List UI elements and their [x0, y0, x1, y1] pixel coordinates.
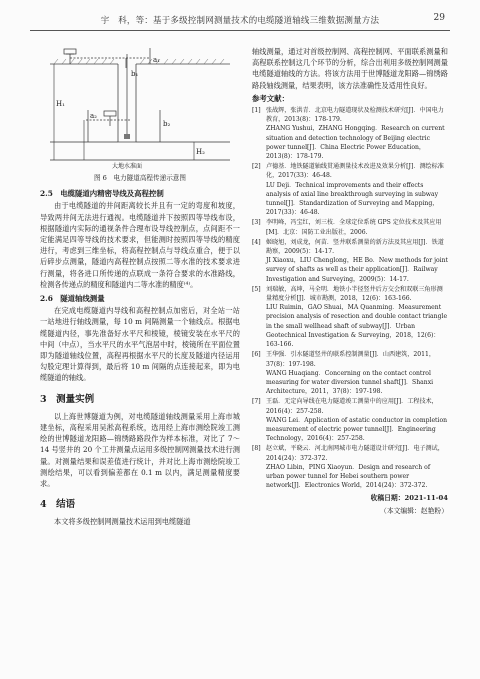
heading-2-5: 2.5 电缆隧道内精密导线及高程控制 [40, 189, 164, 199]
received-date: 收稿日期：2021-11-04 [370, 494, 448, 503]
figure-6 [40, 46, 240, 171]
reference-item [252, 218, 448, 236]
reference-item [252, 285, 448, 349]
reference-number: [7] [252, 398, 261, 406]
left-column [40, 46, 240, 528]
label-h2: H₂ [196, 148, 205, 156]
right-column [252, 46, 448, 517]
conclusion-continued: 轴线测量，通过对首级控制网、高程控制网、平面联系测量和高程联系控制这几个环节的分析，综合出利用多级控制网测量电缆隧道轴线的方法。将该方法用于世博隧道龙阳路—锦绣路路段轴线测量，结果表明，该方法准确性及适用性良好。 [252, 47, 448, 90]
editor-note: （本文编辑：赵艳粉） [380, 506, 448, 515]
reference-number: [3] [252, 219, 261, 227]
reference-text-cn: 刘瑞敏，高坤，马全明．地铁小半径竖井后方交会和双联三角形测量精度分析[J]．城市勘测，2018，12(6)：163-166. [266, 285, 443, 303]
heading-4: 4 结语 [40, 499, 76, 511]
reference-text-cn: 王磊．无定向导线在电力隧道竣工测量中的应用[J]．工程技术，2016(4)：257-258. [266, 398, 438, 415]
reference-number: [8] [252, 445, 261, 453]
reference-text-cn: 张战辉，张洪青．北京电力隧道现状及检测技术研究[J]．中国电力教育，2013(8)：178-179. [266, 107, 444, 124]
paragraph-4: 本文将多级控制网测量技术运用到电缆隧道 [54, 517, 191, 527]
reference-text-en: ZHANG Yushui，ZHANG Hongqing．Research on current situation and detection technology of Beijing electric power tunnel[J]．China Electric Power Education，2013(8)：178-179. [266, 125, 445, 161]
reference-item [252, 106, 448, 161]
reference-list [252, 106, 448, 490]
reference-text-en: WANG Lei．Application of astatic conductor in completion measurement of electric power tunnel[J]．Engineering Technology，2016(4)：257-258. [266, 416, 448, 443]
reference-text-en: JI Xiaoxu，LIU Chenglong，HE Bo．New methods for joint survey of shafts as well as their application[J]．Railway Investigation and Surveying，2009(5)：14-17. [266, 257, 448, 283]
running-title: 宇 科，等：基于多级控制网测量技术的电缆隧道轴线三维数据测量方法 [100, 16, 380, 26]
reference-item [252, 238, 448, 284]
reference-text-en: LU Deji．Technical improvements and their effects analysis of axial line breakthrough surveying in subway tunnel[J]．Standardization of Surveying and Mapping，2017(33)：46-48. [266, 181, 439, 217]
label-a1: a₁ [153, 56, 160, 64]
references-heading: 参考文献： [252, 93, 289, 103]
reference-text-en: WANG Huaqiang．Concerning on the contact control measuring for water diversion tunnel shaft[J]．Shanxi Architecture，2011，37(8)：197-198. [266, 369, 434, 396]
reference-number: [2] [252, 163, 261, 171]
reference-text-en: LIU Ruimin，GAO Shuai，MA Quanming．Measurement precision analysis of resection and double contact triangle in the small wellhead shaft of subway[J]．Urban Geotechnical Investigation & Surveying，2018，12(6)：163-166. [266, 304, 448, 349]
reference-text-en: ZHAO Libin，PING Xiaoyun．Design and research of urban power tunnel for Hebei southern power network[J]．Electronics World，2014(24)：372-372. [266, 463, 431, 490]
reference-number: [4] [252, 238, 261, 246]
label-b2: b₂ [163, 120, 171, 128]
reference-text-cn: 李明峰，冯宝红，刘三枝．全球定位系统 GPS 定位技术及其应用[M]．北京：国防工业出版社，2006. [266, 219, 442, 236]
elevation-transfer-diagram [40, 46, 240, 171]
reference-item [252, 350, 448, 396]
header-rule [30, 30, 450, 31]
label-h1: H₁ [56, 100, 65, 108]
reference-text-cn: 姬晓旭，刘成龙，何苗．竖井联系测量的新方法及其应用[J]．铁道勘察，2009(5)：14-17. [266, 238, 444, 256]
page-header [0, 0, 480, 40]
reference-number: [6] [252, 351, 261, 359]
label-b1: b₁ [131, 70, 139, 78]
reference-text-cn: 王华强．引水隧道竖井的联系控制测量[J]．山西建筑，2011，37(8)：197-198. [266, 351, 435, 368]
paragraph-2-5: 由于电缆隧道的井间距离较长并且有一定的弯度和坡度，导致两井间无法进行通视。电缆隧道并下按照四等导线布设，根据隧道内实际的通视条件合理布设导线控制点，点间距不一定能满足四等导线的技术要求，但能测时按照四等导线的精度进行，考虑到三维坐标，将高程控制点与导线点重合，便于以后碎步点测量，隧道内高程控制点按照二等水准的技术要求进行测量，将各进口所传递的点联成一条符合要求的水准路线，检测各传递点的精度和隧道内二等水准的精度⁽⁴⁾。 [40, 201, 240, 289]
reference-item [252, 397, 448, 443]
heading-3: 3 测量实例 [40, 393, 95, 405]
label-a2: a₂ [90, 112, 97, 120]
reference-text-cn: 卢德基．地铁隧道轴线贯通测量技术改进及效果分析[J]．测绘标准化，2017(33)：46-48. [266, 163, 444, 180]
paragraph-3: 以上海世博隧道为例，对电缆隧道轴线测量采用上海市城建坐标，高程采用吴淞高程系统，选用经上海市测绘院竣工测绘的世博隧道龙阳路—锦绣路路段作为样本标准，对比了 7～14 号竖井的 20 个工井测量点运用多级控制网测量技术进行测量。对测量结果和误差值进行统计，并对比上海市测绘院竣工测绘结果，可以看到偏差都在 0.1 m 以内，满足测量精度要求。 [40, 411, 240, 489]
heading-2-6: 2.6 隧道轴线测量 [40, 294, 105, 304]
reference-text-cn: 赵立斌，平晓云．河北南网城市电力隧道设计研究[J]．电子测试，2014(24)：372-372. [266, 445, 444, 462]
paragraph-2-6: 在完成电缆隧道内导线和高程控制点加密后，对全站一站一站地进行轴线测量，每 10 m 间隔测量一个轴线点。根据电缆隧道内径，事先准备好水平尺和棱镜，棱镜安装在水平尺的中间（中点），当水平尺的水平气泡居中时，棱镜所在平面位置即为隧道轴线位置，高程再根据水平尺的长度及隧道内径运用勾股定理计算得到，最后将 10 m 间隔的点连接起来，即为电缆隧道的轴线。 [40, 306, 240, 383]
page-number: 29 [433, 13, 445, 23]
label-datum: 大地水准面 [112, 163, 143, 170]
reference-number: [5] [252, 285, 261, 293]
reference-number: [1] [252, 107, 261, 115]
figure-caption: 图 6 电力隧道高程传递示意图 [93, 174, 186, 182]
reference-item [252, 444, 448, 490]
reference-item [252, 162, 448, 217]
